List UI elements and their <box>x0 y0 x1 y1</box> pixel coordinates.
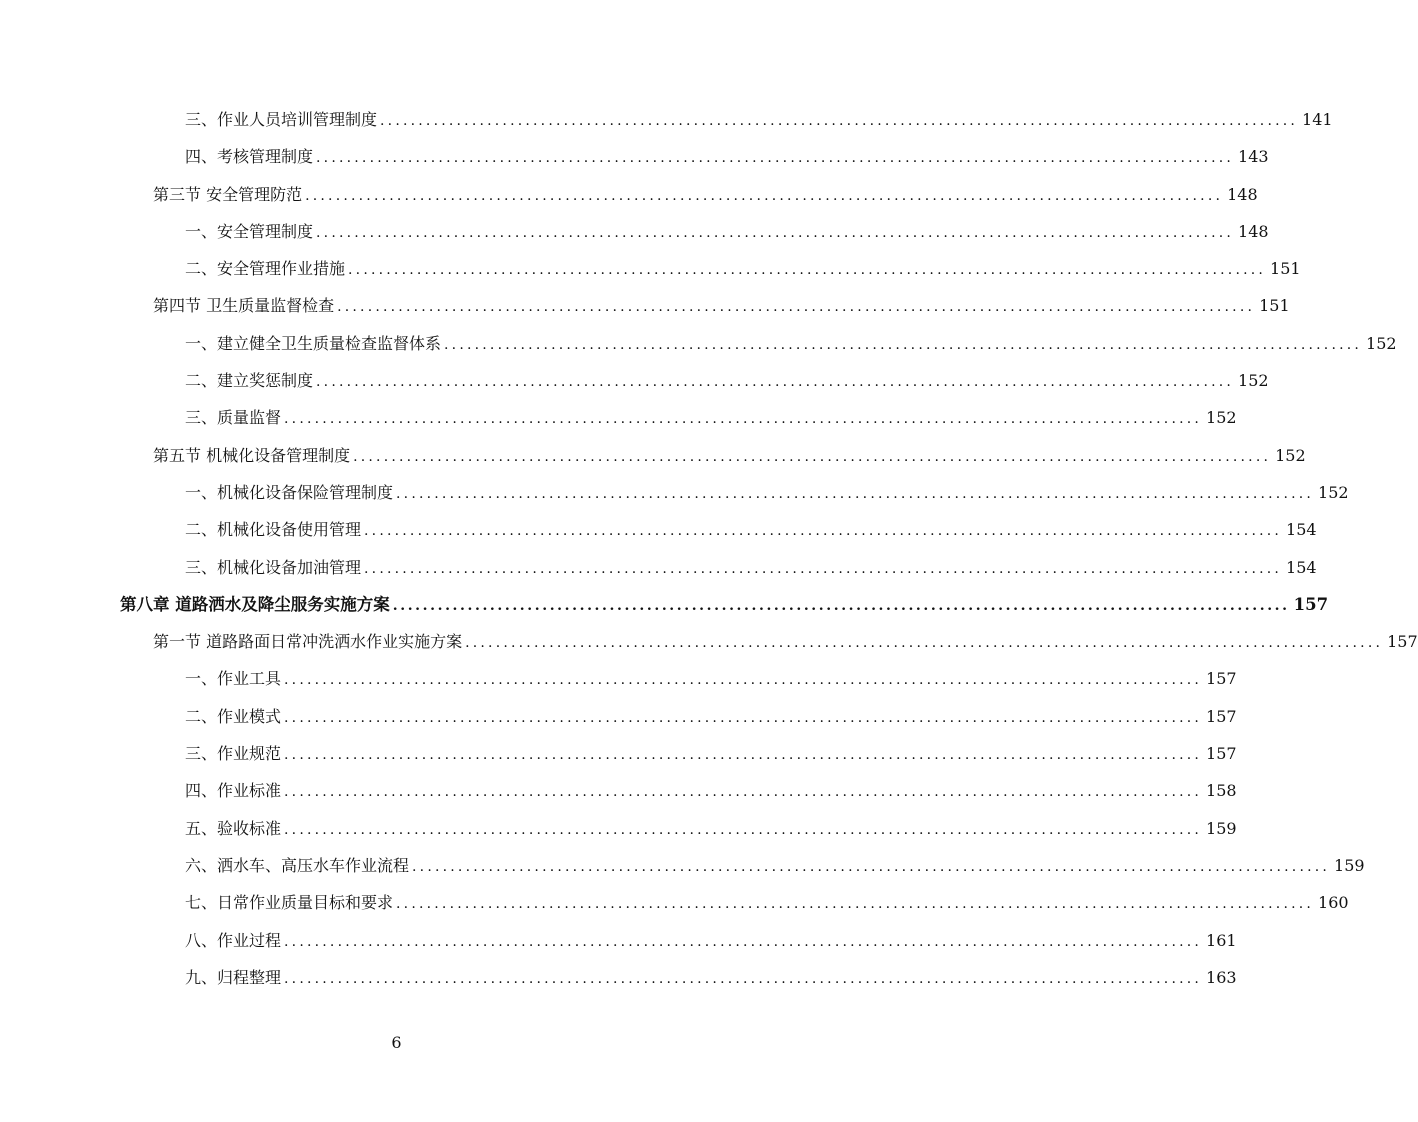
dot-leader: ........................................................................................................................ <box>465 635 1384 652</box>
toc-entry-page: 157 <box>1206 669 1237 689</box>
dot-leader: ........................................................................................................................ <box>396 485 1315 502</box>
dot-leader: ........................................................................................................................ <box>392 597 1290 614</box>
toc-entry-title: 第一节 道路路面日常冲洗洒水作业实施方案 <box>153 632 463 652</box>
dot-leader: ........................................................................................................................ <box>364 523 1283 540</box>
toc-entry[interactable] <box>0 399 1237 436</box>
toc-entry-title: 五、验收标准 <box>185 818 282 838</box>
toc-entry[interactable] <box>0 287 1290 324</box>
toc-entry-page: 157 <box>1206 706 1237 726</box>
toc-entry-title: 二、建立奖惩制度 <box>185 371 314 391</box>
toc-entry-page: 161 <box>1206 930 1237 950</box>
toc-entry-page: 154 <box>1286 557 1317 577</box>
toc-entry[interactable] <box>0 101 1333 138</box>
toc-entry[interactable] <box>0 213 1269 250</box>
toc-entry-page: 152 <box>1318 482 1349 502</box>
toc-entry-title: 一、安全管理制度 <box>185 221 314 241</box>
dot-leader: ........................................................................................................................ <box>284 672 1203 689</box>
toc-entry[interactable] <box>0 698 1237 735</box>
toc-entry-title: 三、机械化设备加油管理 <box>185 557 362 577</box>
dot-leader: ........................................................................................................................ <box>396 896 1315 913</box>
toc-entry[interactable] <box>0 660 1237 697</box>
dot-leader: ........................................................................................................................ <box>305 187 1224 204</box>
dot-leader: ........................................................................................................................ <box>284 970 1203 987</box>
toc-entry[interactable] <box>0 922 1237 959</box>
dot-leader: ........................................................................................................................ <box>284 933 1203 950</box>
page-number: 6 <box>391 1033 402 1052</box>
toc-entry-title: 三、作业人员培训管理制度 <box>185 110 378 129</box>
dot-leader: ........................................................................................................................ <box>316 150 1235 167</box>
toc-entry-title: 九、归程整理 <box>185 967 282 987</box>
toc-entry-page: 163 <box>1206 967 1237 987</box>
dot-leader: ........................................................................................................................ <box>380 113 1299 129</box>
toc-entry-page: 154 <box>1286 520 1317 540</box>
toc-entry-title: 四、作业标准 <box>185 781 282 801</box>
toc-entry-title: 一、机械化设备保险管理制度 <box>185 482 394 502</box>
toc-entry-page: 157 <box>1293 594 1329 614</box>
toc-entry-page: 160 <box>1318 893 1349 913</box>
toc-entry-title: 第三节 安全管理防范 <box>153 184 303 204</box>
dot-leader: ........................................................................................................................ <box>364 560 1283 577</box>
toc-entry-title: 四、考核管理制度 <box>185 147 314 167</box>
toc-entry-title: 第四节 卫生质量监督检查 <box>153 296 335 316</box>
toc-entry-page: 148 <box>1238 221 1269 241</box>
toc-entry-title: 三、质量监督 <box>185 408 282 428</box>
toc-entry-page: 157 <box>1206 744 1237 764</box>
dot-leader: ........................................................................................................................ <box>316 224 1235 241</box>
toc-entry-page: 152 <box>1275 445 1306 465</box>
dot-leader: ........................................................................................................................ <box>337 299 1256 316</box>
toc-entry-title: 二、作业模式 <box>185 706 282 726</box>
toc-entry-page: 151 <box>1259 296 1290 316</box>
toc-entry[interactable] <box>0 549 1317 586</box>
dot-leader: ........................................................................................................................ <box>284 709 1203 726</box>
dot-leader: ........................................................................................................................ <box>316 374 1235 391</box>
dot-leader: ........................................................................................................................ <box>412 858 1331 875</box>
toc-entry-title: 三、作业规范 <box>185 744 282 764</box>
toc-entry-page: 159 <box>1206 818 1237 838</box>
toc-entry[interactable] <box>0 437 1306 474</box>
toc-entry[interactable] <box>0 884 1349 921</box>
toc-entry-page: 157 <box>1387 632 1418 652</box>
toc-entry-title: 第八章 道路洒水及降尘服务实施方案 <box>120 594 390 614</box>
toc-entry[interactable] <box>0 138 1269 175</box>
toc-entry[interactable] <box>0 959 1237 996</box>
toc-entry-page: 141 <box>1302 110 1333 129</box>
toc-entry[interactable] <box>0 474 1349 511</box>
toc-entry-page: 159 <box>1334 855 1365 875</box>
toc-entry[interactable] <box>0 362 1269 399</box>
toc-entry-title: 七、日常作业质量目标和要求 <box>185 893 394 913</box>
toc-entry[interactable] <box>0 735 1237 772</box>
dot-leader: ........................................................................................................................ <box>348 262 1267 279</box>
toc-entry-title: 六、洒水车、高压水车作业流程 <box>185 855 410 875</box>
toc-entry-title: 八、作业过程 <box>185 930 282 950</box>
toc-entry-title: 一、建立健全卫生质量检查监督体系 <box>185 333 442 353</box>
toc-entry-page: 152 <box>1366 333 1397 353</box>
toc-entry[interactable] <box>0 586 1329 623</box>
dot-leader: ........................................................................................................................ <box>284 821 1203 838</box>
toc-entry-page: 151 <box>1270 259 1301 279</box>
toc-entry-title: 第五节 机械化设备管理制度 <box>153 445 351 465</box>
toc-entry-title: 二、安全管理作业措施 <box>185 259 346 279</box>
dot-leader: ........................................................................................................................ <box>284 411 1203 428</box>
toc-entry[interactable] <box>0 623 1418 660</box>
toc-entry[interactable] <box>0 847 1365 884</box>
dot-leader: ........................................................................................................................ <box>284 747 1203 764</box>
toc-entry-title: 一、作业工具 <box>185 669 282 689</box>
toc-entry-page: 148 <box>1227 184 1258 204</box>
toc-entry-title: 二、机械化设备使用管理 <box>185 520 362 540</box>
dot-leader: ........................................................................................................................ <box>444 336 1363 353</box>
toc-entry[interactable] <box>0 511 1317 548</box>
toc-entry[interactable] <box>0 772 1237 809</box>
toc-entry[interactable] <box>0 325 1397 362</box>
toc-entry[interactable] <box>0 810 1237 847</box>
toc-entry[interactable] <box>0 250 1301 287</box>
table-of-contents <box>0 101 1418 996</box>
toc-entry-page: 152 <box>1206 408 1237 428</box>
toc-entry-page: 143 <box>1238 147 1269 167</box>
toc-entry-page: 158 <box>1206 781 1237 801</box>
toc-entry-page: 152 <box>1238 371 1269 391</box>
dot-leader: ........................................................................................................................ <box>284 784 1203 801</box>
toc-entry[interactable] <box>0 176 1258 213</box>
dot-leader: ........................................................................................................................ <box>353 448 1272 465</box>
